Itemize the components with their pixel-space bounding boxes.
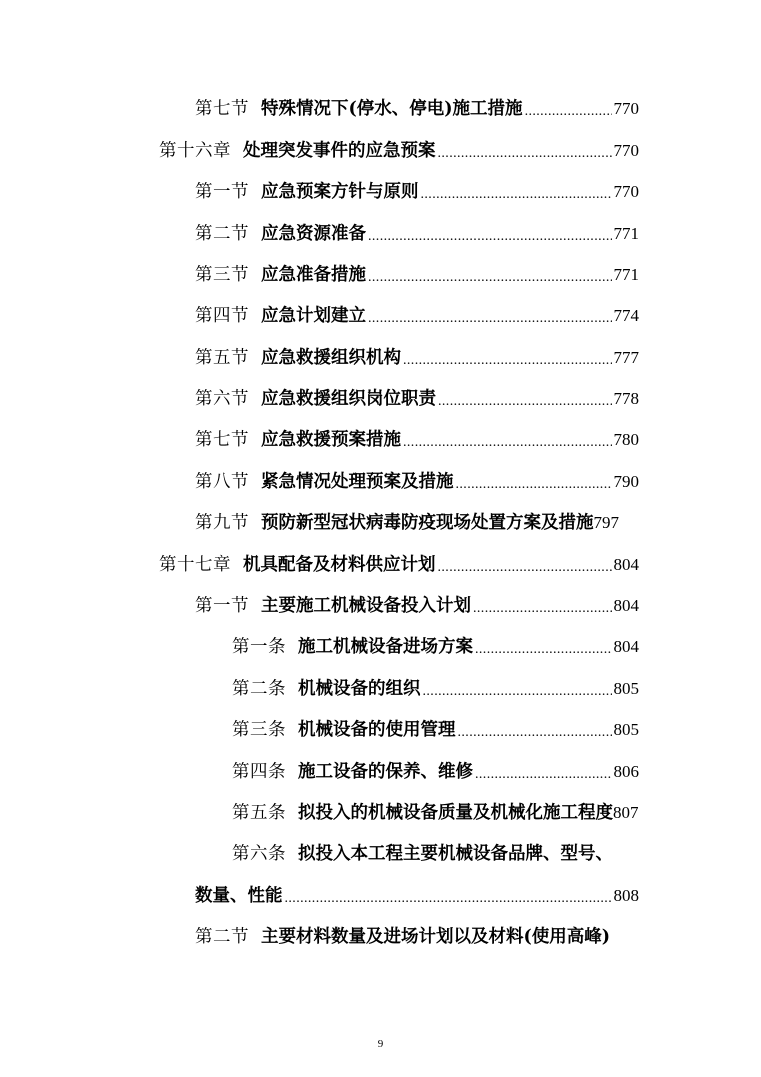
toc-entry[interactable] bbox=[195, 423, 639, 457]
toc-entry-page: 804 bbox=[613, 637, 639, 656]
toc-entry-number: 第二节 bbox=[195, 927, 249, 947]
toc-entry-number: 第八节 bbox=[195, 472, 249, 492]
toc-entry-page: 804 bbox=[613, 555, 639, 574]
toc-entry-title: 应急预案方针与原则 bbox=[261, 182, 419, 202]
toc-entry-page: 777 bbox=[613, 348, 639, 367]
toc-entry-page: 774 bbox=[613, 306, 639, 325]
toc-entry-number: 第六节 bbox=[195, 389, 249, 409]
toc-entry-page: 804 bbox=[613, 596, 639, 615]
toc-entry[interactable] bbox=[195, 920, 645, 954]
toc-entry-number: 第一条 bbox=[232, 637, 286, 657]
toc-entry-title: 机具配备及材料供应计划 bbox=[243, 555, 436, 575]
toc-entry[interactable] bbox=[159, 134, 639, 168]
toc-entry-title: 拟投入的机械设备质量及机械化施工程度 bbox=[298, 803, 613, 823]
dot-leader bbox=[525, 95, 612, 129]
toc-entry-page: 805 bbox=[613, 679, 639, 698]
toc-entry[interactable] bbox=[195, 506, 645, 540]
toc-entry-title: 应急资源准备 bbox=[261, 224, 366, 244]
toc-entry-title: 机械设备的组织 bbox=[298, 679, 421, 699]
dot-leader bbox=[423, 675, 612, 709]
toc-entry-page: 808 bbox=[613, 886, 639, 905]
toc-entry-number: 第七节 bbox=[195, 430, 249, 450]
toc-entry-page: 806 bbox=[613, 762, 639, 781]
dot-leader bbox=[473, 592, 612, 626]
toc-entry-title: 处理突发事件的应急预案 bbox=[243, 141, 436, 161]
toc-entry[interactable] bbox=[232, 672, 639, 706]
toc-entry[interactable] bbox=[232, 713, 639, 747]
toc-entry-page: 807 bbox=[613, 803, 639, 822]
dot-leader bbox=[285, 882, 612, 916]
dot-leader bbox=[403, 426, 612, 460]
toc-entry-title: 主要材料数量及进场计划以及材料(使用高峰) bbox=[261, 927, 611, 947]
toc-entry-number: 第三条 bbox=[232, 720, 286, 740]
dot-leader bbox=[403, 344, 612, 378]
toc-entry-number: 第一节 bbox=[195, 596, 249, 616]
toc-entry-title: 施工设备的保养、维修 bbox=[298, 762, 473, 782]
toc-entry-page: 770 bbox=[613, 99, 639, 118]
toc-entry-title: 数量、性能 bbox=[195, 886, 283, 906]
toc-entry[interactable] bbox=[195, 589, 639, 623]
dot-leader bbox=[438, 385, 612, 419]
toc-entry-title: 主要施工机械设备投入计划 bbox=[261, 596, 471, 616]
toc-entry[interactable] bbox=[195, 258, 639, 292]
toc-entry-number: 第十六章 bbox=[159, 141, 231, 161]
toc-entry-number: 第二节 bbox=[195, 224, 249, 244]
dot-leader bbox=[456, 468, 612, 502]
toc-entry[interactable] bbox=[195, 175, 639, 209]
toc-entry-page: 770 bbox=[613, 141, 639, 160]
toc-entry[interactable] bbox=[195, 217, 639, 251]
toc-entry[interactable] bbox=[195, 465, 639, 499]
toc-entry-number: 第三节 bbox=[195, 265, 249, 285]
toc-entry-page: 805 bbox=[613, 720, 639, 739]
toc-entry-number: 第四条 bbox=[232, 762, 286, 782]
toc-entry-title: 特殊情况下(停水、停电)施工措施 bbox=[261, 99, 523, 119]
toc-entry[interactable] bbox=[195, 92, 639, 126]
toc-entry-title: 应急计划建立 bbox=[261, 306, 366, 326]
toc-entry-number: 第一节 bbox=[195, 182, 249, 202]
dot-leader bbox=[438, 551, 612, 585]
toc-entry-title: 拟投入本工程主要机械设备品牌、型号、 bbox=[298, 844, 613, 864]
toc-entry-page: 790 bbox=[613, 472, 639, 491]
toc-entry[interactable] bbox=[159, 548, 639, 582]
toc-entry-number: 第九节 bbox=[195, 513, 249, 533]
toc-entry-page: 771 bbox=[613, 224, 639, 243]
toc-entry-number: 第七节 bbox=[195, 99, 249, 119]
dot-leader bbox=[421, 178, 612, 212]
toc-entry-page: 780 bbox=[613, 430, 639, 449]
toc-entry-title: 应急救援预案措施 bbox=[261, 430, 401, 450]
toc-entry[interactable] bbox=[232, 755, 639, 789]
toc-entry[interactable] bbox=[195, 341, 639, 375]
toc-entry-title: 紧急情况处理预案及措施 bbox=[261, 472, 454, 492]
toc-entry-number: 第二条 bbox=[232, 679, 286, 699]
toc-entry-number: 第十七章 bbox=[159, 555, 231, 575]
dot-leader bbox=[438, 137, 612, 171]
toc-entry-number: 第五节 bbox=[195, 348, 249, 368]
dot-leader bbox=[368, 302, 612, 336]
toc-entry-continuation[interactable] bbox=[195, 879, 639, 913]
toc-entry[interactable] bbox=[195, 382, 639, 416]
page-number: 9 bbox=[377, 1038, 384, 1050]
toc-entry[interactable] bbox=[232, 837, 652, 871]
toc-entry-number: 第四节 bbox=[195, 306, 249, 326]
toc-entry-page: 770 bbox=[613, 182, 639, 201]
dot-leader bbox=[458, 716, 612, 750]
dot-leader bbox=[475, 758, 612, 792]
toc-entry-page: 771 bbox=[613, 265, 639, 284]
toc-entry-title: 应急准备措施 bbox=[261, 265, 366, 285]
dot-leader bbox=[368, 220, 612, 254]
toc-entry-title: 施工机械设备进场方案 bbox=[298, 637, 473, 657]
toc-entry[interactable] bbox=[232, 630, 639, 664]
dot-leader bbox=[368, 261, 612, 295]
toc-entry-number: 第五条 bbox=[232, 803, 286, 823]
toc-entry-page: 797 bbox=[593, 513, 619, 532]
toc-entry-title: 应急救援组织机构 bbox=[261, 348, 401, 368]
toc-entry[interactable] bbox=[232, 796, 662, 830]
toc-entry-title: 应急救援组织岗位职责 bbox=[261, 389, 436, 409]
toc-entry[interactable] bbox=[195, 299, 639, 333]
toc-entry-title: 预防新型冠状病毒防疫现场处置方案及措施 bbox=[261, 513, 594, 533]
toc-entry-page: 778 bbox=[613, 389, 639, 408]
toc-entry-number: 第六条 bbox=[232, 844, 286, 864]
dot-leader bbox=[475, 633, 612, 667]
toc-entry-title: 机械设备的使用管理 bbox=[298, 720, 456, 740]
